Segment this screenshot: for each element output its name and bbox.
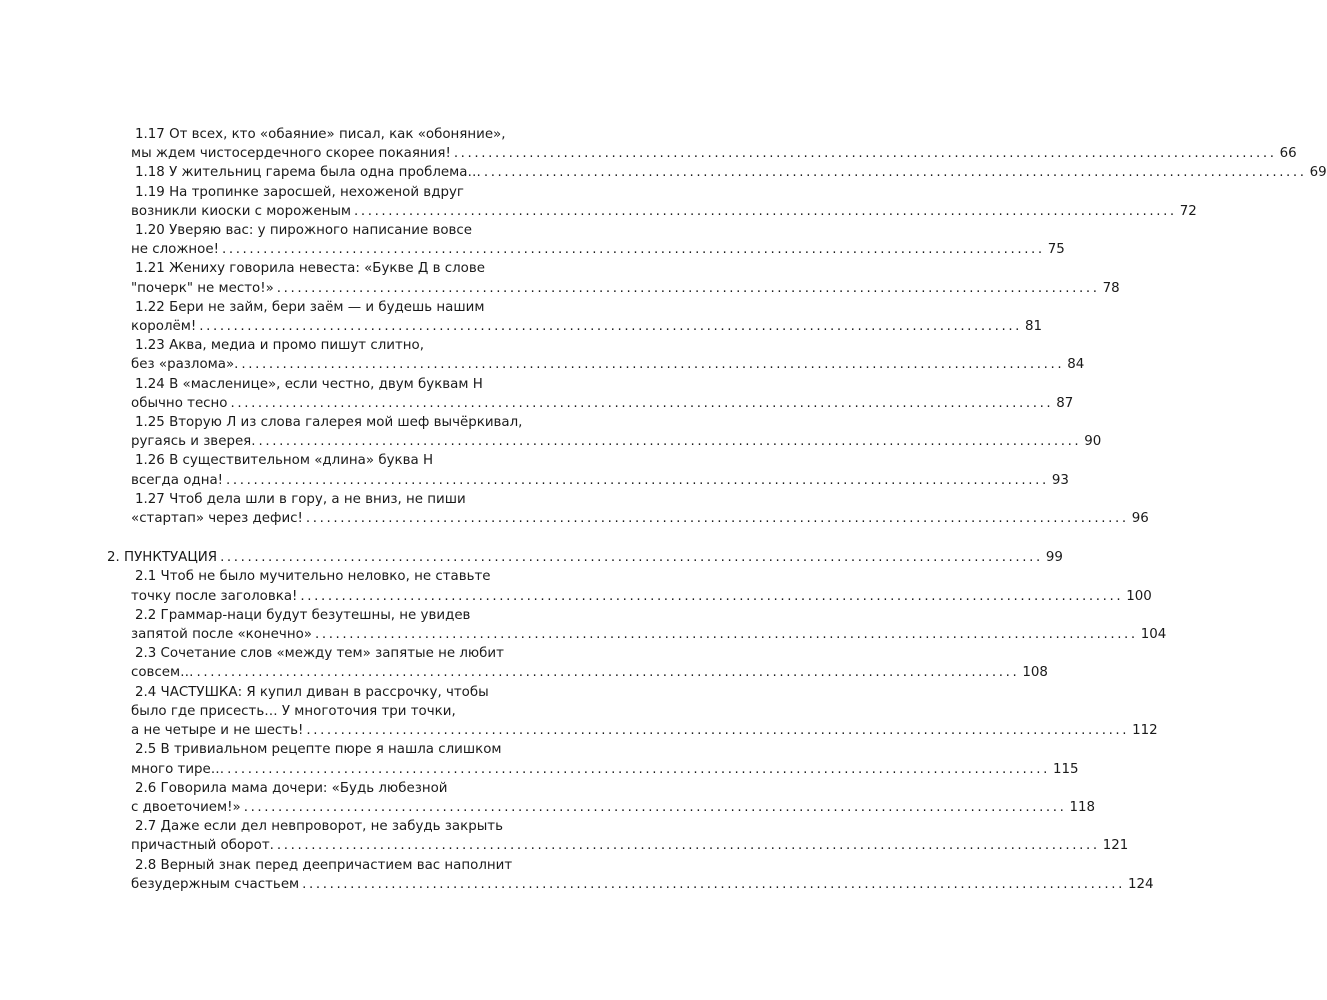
toc-entry-text: без «разлома». bbox=[131, 357, 239, 373]
toc-entry-line bbox=[107, 355, 1085, 374]
toc-entry-line bbox=[107, 856, 521, 875]
toc-entry-line bbox=[107, 471, 1069, 490]
toc-entry-text: "почерк" не место!» bbox=[131, 280, 274, 296]
toc-entry-line bbox=[107, 779, 521, 798]
dot-leader: ........................................................................................................................ bbox=[300, 588, 1124, 604]
dot-leader: ........................................................................................................................ bbox=[226, 472, 1049, 488]
page-number: 81 bbox=[1025, 319, 1043, 335]
toc-entry-text: безудержным счастьем bbox=[131, 876, 300, 892]
toc-entry-line bbox=[107, 394, 1074, 413]
dot-leader: ........................................................................................................................ bbox=[276, 280, 1100, 296]
page-number: 93 bbox=[1051, 472, 1069, 488]
toc-entry-line bbox=[107, 336, 521, 355]
dot-leader: ........................................................................................................................ bbox=[230, 395, 1054, 411]
toc-entry-text: 2.5 В тривиальном рецепте пюре я нашла слишком bbox=[135, 742, 502, 758]
dot-leader: ........................................................................................................................ bbox=[483, 165, 1307, 181]
dot-leader: ........................................................................................................................ bbox=[276, 838, 1100, 854]
toc-entry-line bbox=[107, 259, 521, 278]
toc-entry-text: 2.2 Граммар-наци будут безутешны, не увидев bbox=[135, 607, 471, 623]
dot-leader: ........................................................................................................................ bbox=[306, 723, 1130, 739]
toc-entry[interactable] bbox=[107, 817, 1129, 855]
toc-entry-text: мы ждем чистосердечного скорее покаяния! bbox=[131, 146, 451, 162]
toc-entry-line bbox=[107, 279, 1120, 298]
toc-entry-text: было где присесть… У многоточия три точки, bbox=[131, 703, 456, 719]
toc-entry-text: всегда одна! bbox=[131, 472, 224, 488]
toc-entry[interactable] bbox=[107, 259, 1120, 297]
toc-entry-line bbox=[107, 240, 1065, 259]
toc-entry-text: 2.3 Сочетание слов «между тем» запятые не любит bbox=[135, 646, 504, 662]
toc-entry-text: 1.21 Жениху говорила невеста: «Букве Д в слове bbox=[135, 261, 485, 277]
toc-entry[interactable] bbox=[107, 221, 1065, 259]
toc-entry-line bbox=[107, 663, 1048, 682]
toc-entry-text: точку после заголовка! bbox=[131, 588, 298, 604]
toc-entry-text: 1.23 Аква, медиа и промо пишут слитно, bbox=[135, 338, 424, 354]
toc-entry-text: 1.24 В «масленице», если честно, двум буквам Н bbox=[135, 376, 483, 392]
toc-entry-text: 2.4 ЧАСТУШКА: Я купил диван в рассрочку, чтобы bbox=[135, 684, 489, 700]
page-number: 96 bbox=[1131, 511, 1149, 527]
page-number: 99 bbox=[1045, 550, 1063, 566]
toc-entry-line bbox=[107, 144, 1297, 163]
toc-entry[interactable] bbox=[107, 683, 1158, 741]
toc-entry-line bbox=[107, 625, 1167, 644]
toc-entry-text: обычно тесно bbox=[131, 395, 228, 411]
toc-entry-line bbox=[107, 567, 521, 586]
page-number: 66 bbox=[1279, 146, 1297, 162]
toc-entry-text: 1.25 Вторую Л из слова галерея мой шеф вычёркивал, bbox=[135, 415, 523, 431]
toc-entry-text: 2.1 Чтоб не было мучительно неловко, не ставьте bbox=[135, 569, 491, 585]
dot-leader: ........................................................................................................................ bbox=[199, 319, 1023, 335]
toc-entry[interactable] bbox=[107, 163, 1327, 182]
page-number: 69 bbox=[1309, 165, 1327, 181]
toc-entry-text: не сложное! bbox=[131, 242, 219, 258]
toc-entry-line bbox=[107, 413, 521, 432]
toc-entry-line bbox=[107, 760, 1079, 779]
toc-entry-text: «стартап» через дефис! bbox=[131, 511, 303, 527]
toc-entry-text: 1.26 В существительном «длина» буква Н bbox=[135, 453, 434, 469]
toc-entry[interactable] bbox=[107, 856, 1154, 894]
toc-entry-text: запятой после «конечно» bbox=[131, 627, 312, 643]
toc-entry-text: ругаясь и зверея. bbox=[131, 434, 256, 450]
toc-chapter-punctuation[interactable] bbox=[107, 548, 1063, 567]
toc-entry-text: 1.27 Чтоб дела шли в гору, а не вниз, не пиши bbox=[135, 491, 466, 507]
toc-entry-line bbox=[107, 740, 521, 759]
dot-leader: ........................................................................................................................ bbox=[453, 146, 1277, 162]
toc-entry[interactable] bbox=[107, 490, 1149, 528]
toc-entry[interactable] bbox=[107, 125, 1297, 163]
toc-entry-line bbox=[107, 721, 1158, 740]
toc-entry-line bbox=[107, 587, 1152, 606]
toc-entry-text: а не четыре и не шесть! bbox=[131, 723, 304, 739]
page-number: 100 bbox=[1126, 588, 1152, 604]
toc-entry-line bbox=[107, 202, 1197, 221]
toc-entry-line bbox=[107, 451, 521, 470]
page-number: 72 bbox=[1179, 203, 1197, 219]
toc-entry-line bbox=[107, 317, 1043, 336]
toc-entry-text: много тире… bbox=[131, 761, 225, 777]
toc-entry[interactable] bbox=[107, 644, 1048, 682]
toc-entry-text: 1.18 У жительниц гарема была одна проблема… bbox=[135, 165, 481, 181]
toc-entry-line bbox=[107, 683, 521, 702]
toc-entry-text: 2.7 Даже если дел невпроворот, не забудь закрыть bbox=[135, 819, 503, 835]
toc-entry-line bbox=[107, 183, 521, 202]
toc-entry-text: 1.19 На тропинке заросшей, нехоженой вдруг bbox=[135, 184, 464, 200]
page-number: 115 bbox=[1052, 761, 1079, 777]
toc-group-spelling bbox=[107, 125, 1327, 528]
toc-entry[interactable] bbox=[107, 606, 1167, 644]
page-number: 75 bbox=[1047, 242, 1065, 258]
toc-entry-line bbox=[107, 509, 1149, 528]
page-number: 87 bbox=[1056, 395, 1074, 411]
toc-entry-line bbox=[107, 125, 521, 144]
toc-entry-line bbox=[107, 163, 1327, 182]
table-of-contents bbox=[107, 125, 1327, 894]
toc-entry-text: 2.6 Говорила мама дочери: «Будь любезной bbox=[135, 780, 448, 796]
page-number: 121 bbox=[1102, 838, 1129, 854]
dot-leader: ........................................................................................................................ bbox=[354, 203, 1177, 219]
toc-entry-text: причастный оборот. bbox=[131, 838, 274, 854]
toc-entry[interactable] bbox=[107, 779, 1096, 817]
toc-entry[interactable] bbox=[107, 375, 1074, 413]
page-number: 84 bbox=[1067, 357, 1085, 373]
toc-entry-text: с двоеточием!» bbox=[131, 799, 241, 815]
page-number: 108 bbox=[1022, 665, 1048, 681]
page-number: 118 bbox=[1069, 799, 1096, 815]
toc-entry-text: 2.8 Верный знак перед деепричастием вас наполнит bbox=[135, 857, 513, 873]
toc-entry[interactable] bbox=[107, 336, 1085, 374]
toc-entry[interactable] bbox=[107, 567, 1152, 605]
toc-entry-text: 1.17 От всех, кто «обаяние» писал, как «обоняние», bbox=[135, 127, 506, 142]
toc-entry-line bbox=[107, 432, 1102, 451]
dot-leader: ........................................................................................................................ bbox=[241, 357, 1065, 373]
toc-entry-text: 1.22 Бери не займ, бери заём — и будешь нашим bbox=[135, 299, 485, 315]
page-number: 78 bbox=[1102, 280, 1120, 296]
toc-entry-line bbox=[107, 644, 521, 663]
toc-entry[interactable] bbox=[107, 740, 1079, 778]
toc-entry-line bbox=[107, 875, 1154, 894]
dot-leader: ........................................................................................................................ bbox=[220, 550, 1043, 566]
toc-group-punctuation bbox=[107, 567, 1167, 893]
toc-entry-text: совсем… bbox=[131, 665, 194, 681]
toc-entry[interactable] bbox=[107, 298, 1043, 336]
toc-entry-text: королём! bbox=[131, 319, 197, 335]
toc-entry[interactable] bbox=[107, 183, 1197, 221]
dot-leader: ........................................................................................................................ bbox=[243, 799, 1067, 815]
dot-leader: ........................................................................................................................ bbox=[302, 876, 1125, 892]
toc-entry-line bbox=[107, 375, 521, 394]
toc-entry-line bbox=[107, 817, 521, 836]
toc-entry-line bbox=[107, 490, 521, 509]
dot-leader: ........................................................................................................................ bbox=[314, 627, 1138, 643]
toc-entry-line bbox=[107, 702, 521, 721]
dot-leader: ........................................................................................................................ bbox=[227, 761, 1050, 777]
page-number: 124 bbox=[1127, 876, 1154, 892]
toc-entry-line bbox=[107, 836, 1129, 855]
dot-leader: ........................................................................................................................ bbox=[221, 242, 1045, 258]
toc-entry[interactable] bbox=[107, 413, 1102, 451]
toc-entry-text: возникли киоски с мороженым bbox=[131, 203, 351, 219]
toc-entry-line bbox=[107, 798, 1096, 817]
dot-leader: ........................................................................................................................ bbox=[305, 511, 1129, 527]
chapter-title: 2. ПУНКТУАЦИЯ bbox=[107, 550, 218, 566]
toc-entry-line bbox=[107, 221, 521, 240]
page-number: 90 bbox=[1084, 434, 1102, 450]
toc-entry-line bbox=[107, 298, 521, 317]
page-number: 112 bbox=[1132, 723, 1158, 739]
dot-leader: ........................................................................................................................ bbox=[196, 665, 1020, 681]
dot-leader: ........................................................................................................................ bbox=[258, 434, 1082, 450]
toc-entry[interactable] bbox=[107, 451, 1069, 489]
toc-entry-text: 1.20 Уверяю вас: у пирожного написание вовсе bbox=[135, 223, 473, 239]
page-number: 104 bbox=[1140, 627, 1167, 643]
toc-entry-line bbox=[107, 606, 521, 625]
